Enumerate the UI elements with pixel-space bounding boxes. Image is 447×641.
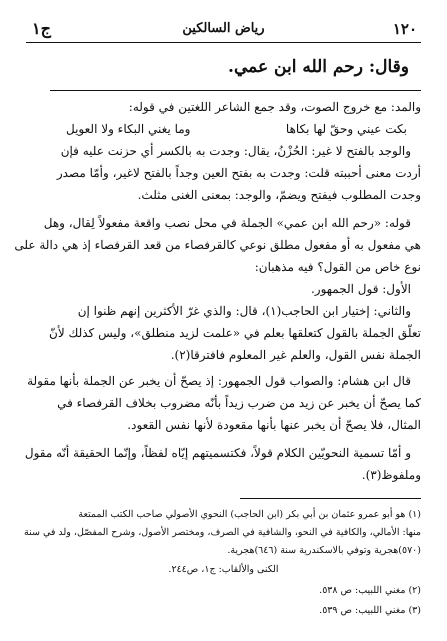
text-line: كما يصحّ أن يخبر عن زيد من ضرب زيداً بأنّه مضروب بخلاف القرفصاء في <box>57 396 421 410</box>
text-line: نوع خاص من القول؟ فيه مذهبان: <box>254 260 421 274</box>
text-line: وجدت المطلوب فيفتح ويضمّ، والوجد: بمعنى الغنى مثلث. <box>137 188 421 202</box>
text-line: المثال، فلا يصحّ أن يخبر عنها بأنها مقعودة لأنها نفس القعود. <box>127 418 421 432</box>
verse-line <box>26 118 421 140</box>
page-header <box>26 18 421 40</box>
footnote-line: (٥٧٠)هجرية وتوفي بالاسكندرية سنة (٦٤٦)هجرية. <box>227 545 421 556</box>
text-line: والوجد بالفتح لا غير: الحُزْنُ، يقال: وجدت به بالكسر أي حزنت عليه فإن <box>60 144 411 158</box>
verse-hemistich-left: وما يغني البكاء ولا العويل <box>66 122 191 136</box>
lead-rule <box>50 90 421 91</box>
text-line: هي مفعول به أو مفعول مطلق نوعي كالقرفصاء من قعد القرفصاء إذ هي دالة على <box>14 238 421 252</box>
text-line: الأول: قول الجمهور. <box>310 282 411 296</box>
footnote-line: (١) هو أبو عمرو عثمان بن أبي بكر (ابن الحاجب) النحوي الأصولي صاحب الكتب الممتعة <box>78 509 421 520</box>
verse-hemistich-right: بكت عيني وحقّ لها بكاها <box>285 122 407 136</box>
lead-quote: وقال: رحم الله ابن عمي. <box>228 57 409 77</box>
header-rule <box>26 42 421 43</box>
text-line: و أمّا تسمية النحويّين الكلام قولاً، فكتسميتهم إيّاه لفظاً، وإنّما الحقيقة أنّه مقول <box>24 446 411 460</box>
footnote-line: (٢) مغني اللبيب: ص ٥٣٨. <box>319 585 421 596</box>
text-line: وملفوظ(٣). <box>361 468 421 482</box>
text-line: قوله: «رحم الله ابن عمي» الجملة في محل نصب واقعة مفعولاً لِقال، وهل <box>43 216 411 230</box>
footnote-line: منها: الأمالي، والكافية في النحو، والشافية في الصرف، ومختصر الأصول، وشرح المفصّل، ولد في سنة <box>24 527 421 538</box>
text-line: قال ابن هشام: والصواب قول الجمهور: إذ يصحّ أن يخبر عن الجملة بأنها مقولة <box>27 374 411 388</box>
footnote-rule <box>240 498 421 499</box>
text-line: أردت معنى أحببته قلت: وجدت به بفتح العين وجداً بالفتح لاغير، وأمّا مصدر <box>56 166 421 180</box>
text-line: تعلّق الجملة بالقول كتعلقها بعلم في «علمت لزيد منطلق»، وليس كذلك لأنّ <box>49 326 421 340</box>
text-line: والثاني: إختيار ابن الحاجب(١)، قال: والذي غرّ الأكثرين إنهم ظنوا إن <box>77 304 411 318</box>
page-number: ١٢٠ <box>392 20 417 38</box>
footnote-line: (٣) مغني اللبيب: ص ٥٣٩. <box>319 605 421 616</box>
text-line: والمد: مع خروج الصوت، وقد جمع الشاعر اللغتين في قوله: <box>128 100 421 114</box>
volume-label: ج١ <box>32 19 51 38</box>
running-title: رياض السالكين <box>182 21 265 36</box>
footnote-source: الكنى والألقاب: ج١، ص٢٤٤. <box>168 564 279 575</box>
text-line: الجملة نفس القول، والعلم غير المعلوم فافترقا(٢). <box>170 348 421 362</box>
